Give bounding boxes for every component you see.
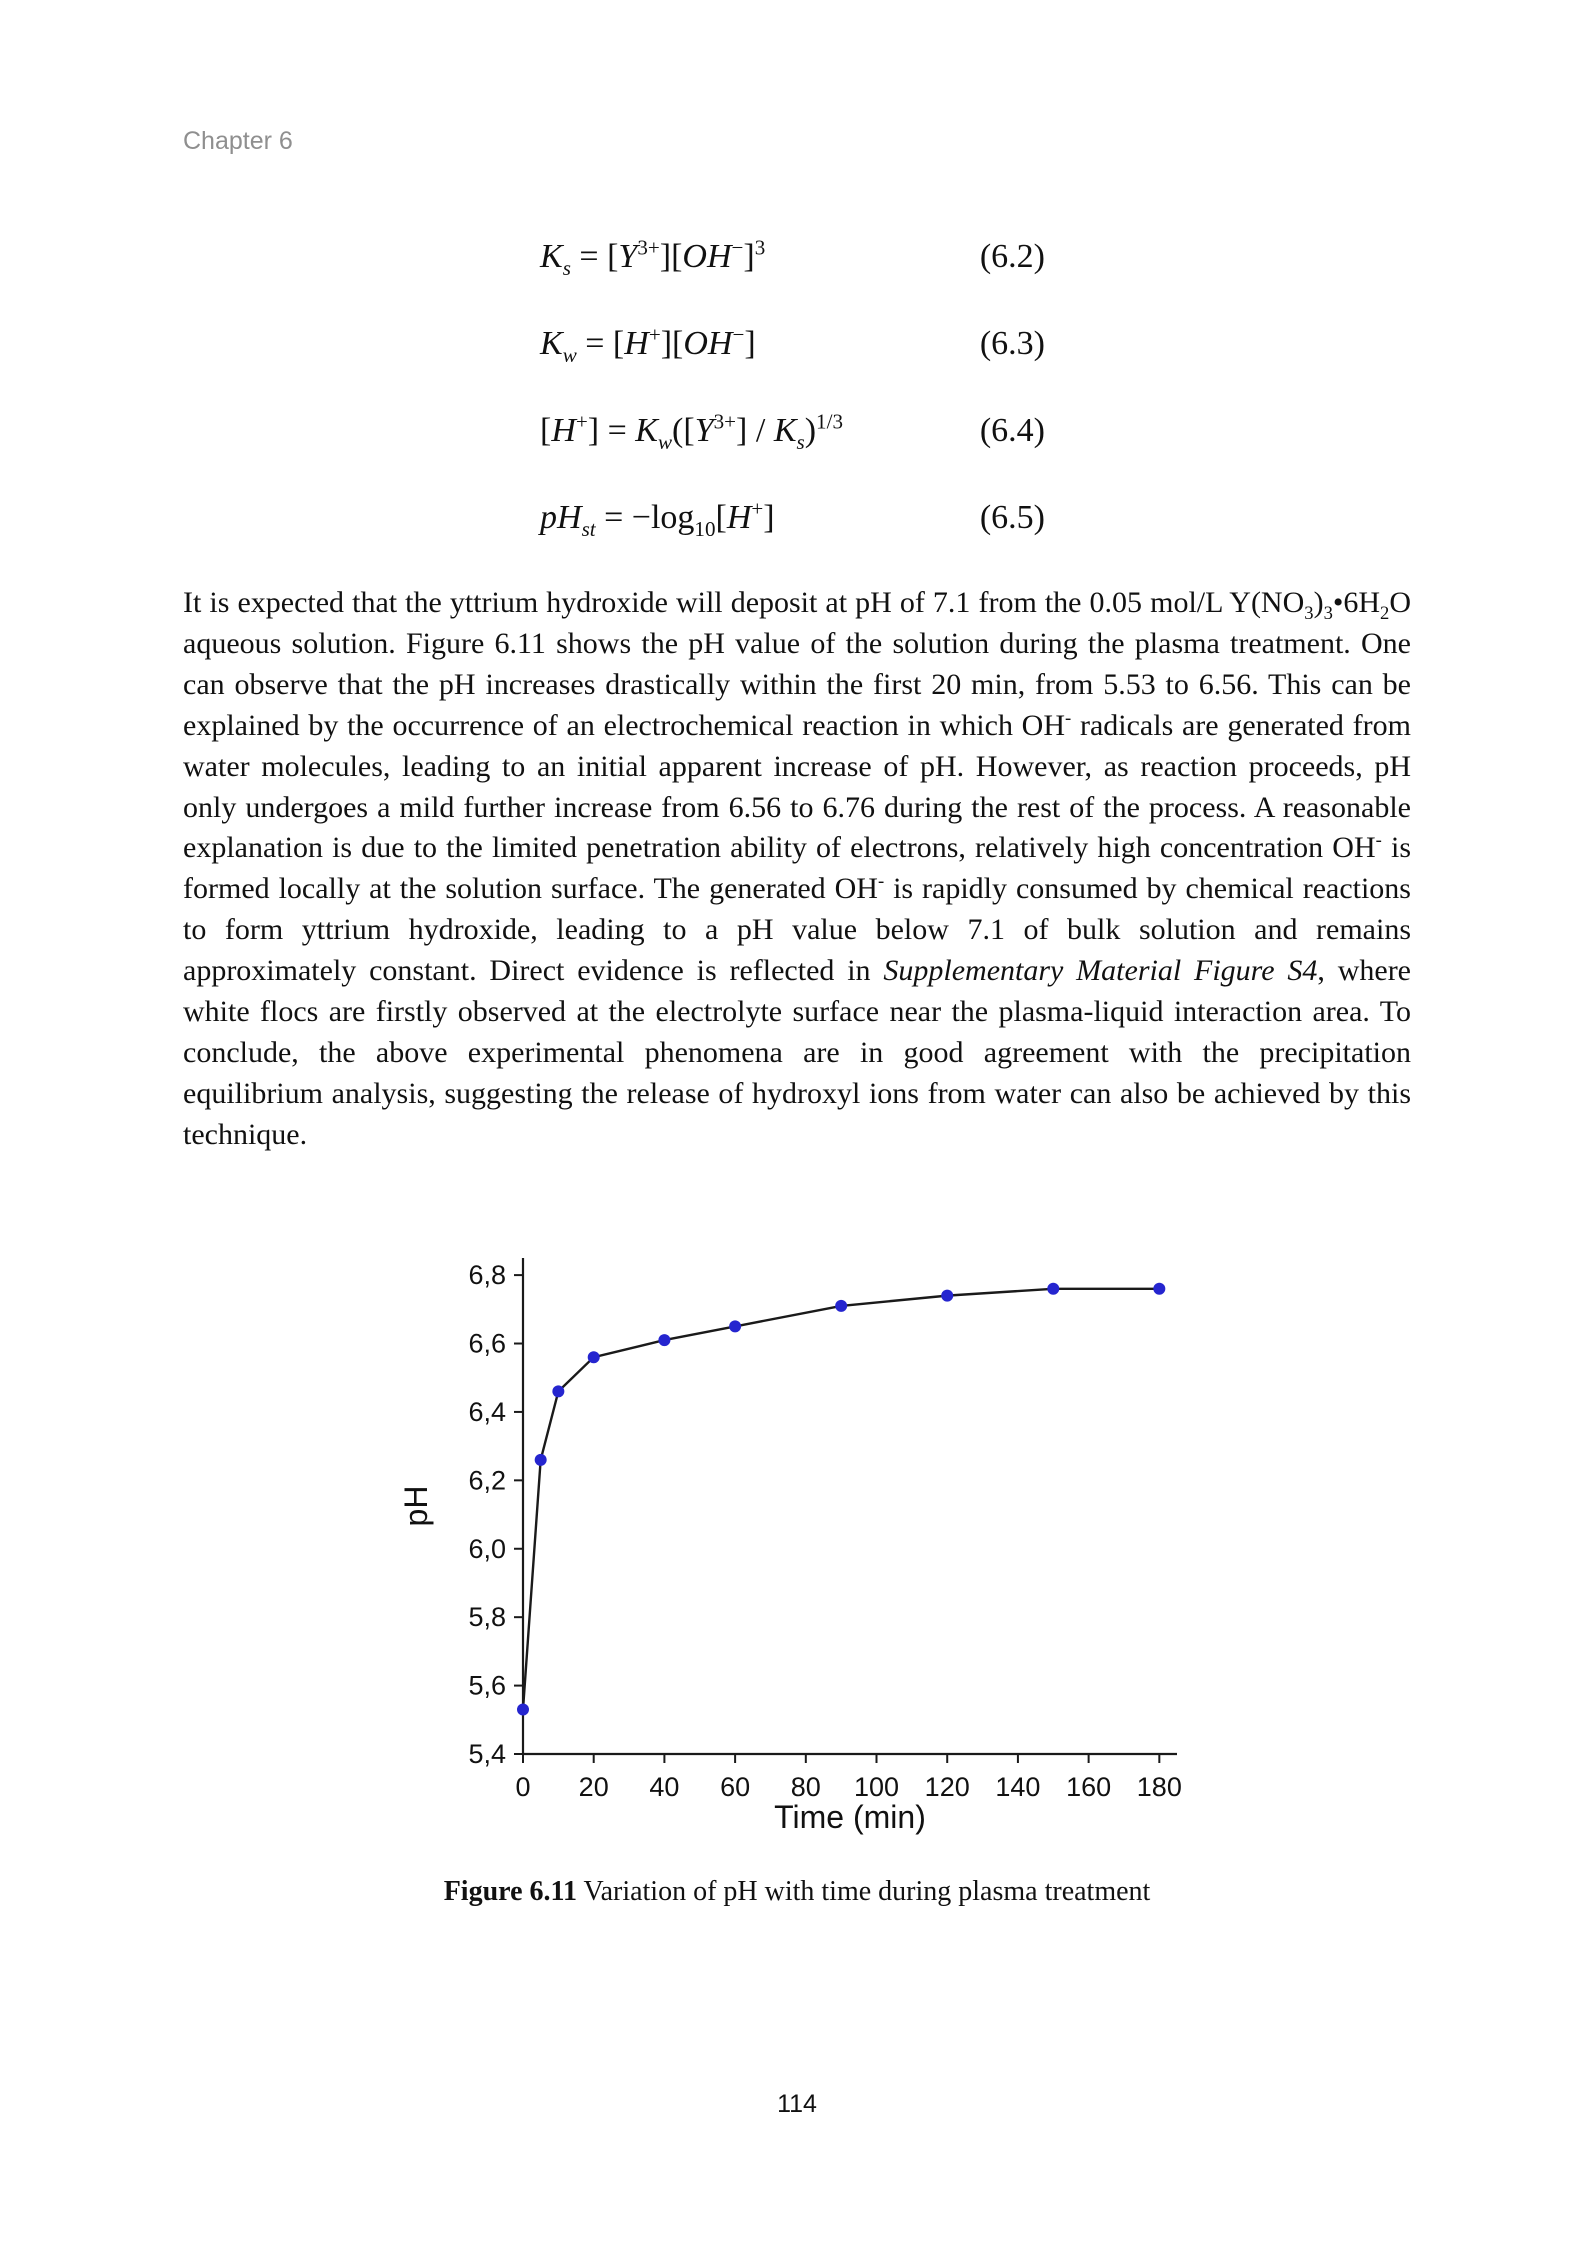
data-point — [941, 1290, 953, 1302]
x-tick-label: 40 — [649, 1772, 680, 1802]
equation-6-3 — [540, 322, 1045, 379]
equation-text: $K_w = [H^+][OH^-]$ — [540, 322, 756, 367]
x-tick-label: 180 — [1136, 1772, 1182, 1802]
data-line — [523, 1289, 1159, 1710]
x-axis-label: Time (min) — [774, 1799, 926, 1835]
data-point — [552, 1385, 564, 1397]
y-tick-label: 6,6 — [468, 1328, 506, 1359]
equation-number: (6.5) — [979, 499, 1045, 536]
x-tick-label: 120 — [924, 1772, 970, 1802]
data-point — [588, 1351, 600, 1363]
x-tick-label: 0 — [515, 1772, 531, 1802]
x-tick-label: 100 — [853, 1772, 900, 1802]
page-number: 114 — [777, 2090, 817, 2118]
data-point — [1153, 1283, 1165, 1295]
equation-text: $[H^+] = K_w([Y^{3+}] / K_s)^{1/3}$ — [540, 409, 843, 454]
equation-number: (6.3) — [979, 325, 1045, 362]
y-tick-label: 6,4 — [468, 1396, 506, 1427]
equation-block — [540, 235, 1045, 586]
y-axis-label: pH — [398, 1485, 434, 1527]
equation-text: $pH_{st} = -\log_{10}[H^+]$ — [540, 496, 775, 541]
y-tick-label: 5,8 — [468, 1602, 506, 1633]
y-tick-label: 5,4 — [468, 1739, 506, 1769]
equation-number: (6.4) — [979, 412, 1045, 449]
y-tick-label: 6,2 — [468, 1465, 506, 1496]
x-tick-label: 20 — [578, 1772, 609, 1802]
data-point — [535, 1454, 547, 1466]
data-point — [517, 1704, 529, 1716]
data-point — [1047, 1283, 1059, 1295]
data-point — [658, 1334, 670, 1346]
equation-text: $K_s = [Y^{3+}][OH^-]^3$ — [540, 235, 766, 280]
y-tick-label: 6,0 — [468, 1533, 506, 1564]
body-paragraph: It is expected that the yttrium hydroxide will deposit at pH of 7.1 from the 0.05 mol/L $Y(NO_3)_3•6H_2O$ aqueous solution. Figure 6.11 shows the pH value of the solution during the plasma treatment. One can observe that the pH increases drastically within the first 20 min, from 5.53 to 6.56. This can be explained by the occurrence of an electrochemical reaction in which OH- radicals are generated from water molecules, leading to an initial apparent increase of pH. However, as reaction proceeds, pH only undergoes a mild further increase from 6.56 to 6.76 during the rest of the process. A reasonable explanation is due to the limited penetration ability of electrons, relatively high concentration OH- is formed locally at the solution surface. The generated OH- is rapidly consumed by chemical reactions to form yttrium hydroxide, leading to a pH value below 7.1 of bulk solution and remains approximately constant. Direct evidence is reflected in Supplementary Material Figure S4, where white flocs are firstly observed at the electrolyte surface near the plasma-liquid interaction area. To conclude, the above experimental phenomena are in good agreement with the precipitation equilibrium analysis, suggesting the release of hydroxyl ions from water can also be achieved by this technique. — [183, 586, 1411, 1151]
equation-6-2 — [540, 235, 1045, 292]
chapter-header: Chapter 6 — [183, 127, 293, 155]
x-tick-label: 60 — [720, 1772, 751, 1802]
y-tick-label: 6,8 — [468, 1260, 506, 1291]
x-tick-label: 140 — [995, 1772, 1041, 1802]
equation-6-5 — [540, 496, 1045, 553]
x-tick-label: 80 — [790, 1772, 821, 1802]
equation-number: (6.2) — [979, 238, 1045, 275]
x-tick-label: 160 — [1066, 1772, 1112, 1802]
figure-caption: Figure 6.11 Variation of pH with time during plasma treatment — [443, 1876, 1151, 1907]
data-point — [729, 1320, 741, 1332]
y-tick-label: 5,6 — [468, 1670, 506, 1701]
ph-chart — [385, 1242, 1205, 1842]
data-point — [835, 1300, 847, 1312]
equation-6-4 — [540, 409, 1045, 466]
